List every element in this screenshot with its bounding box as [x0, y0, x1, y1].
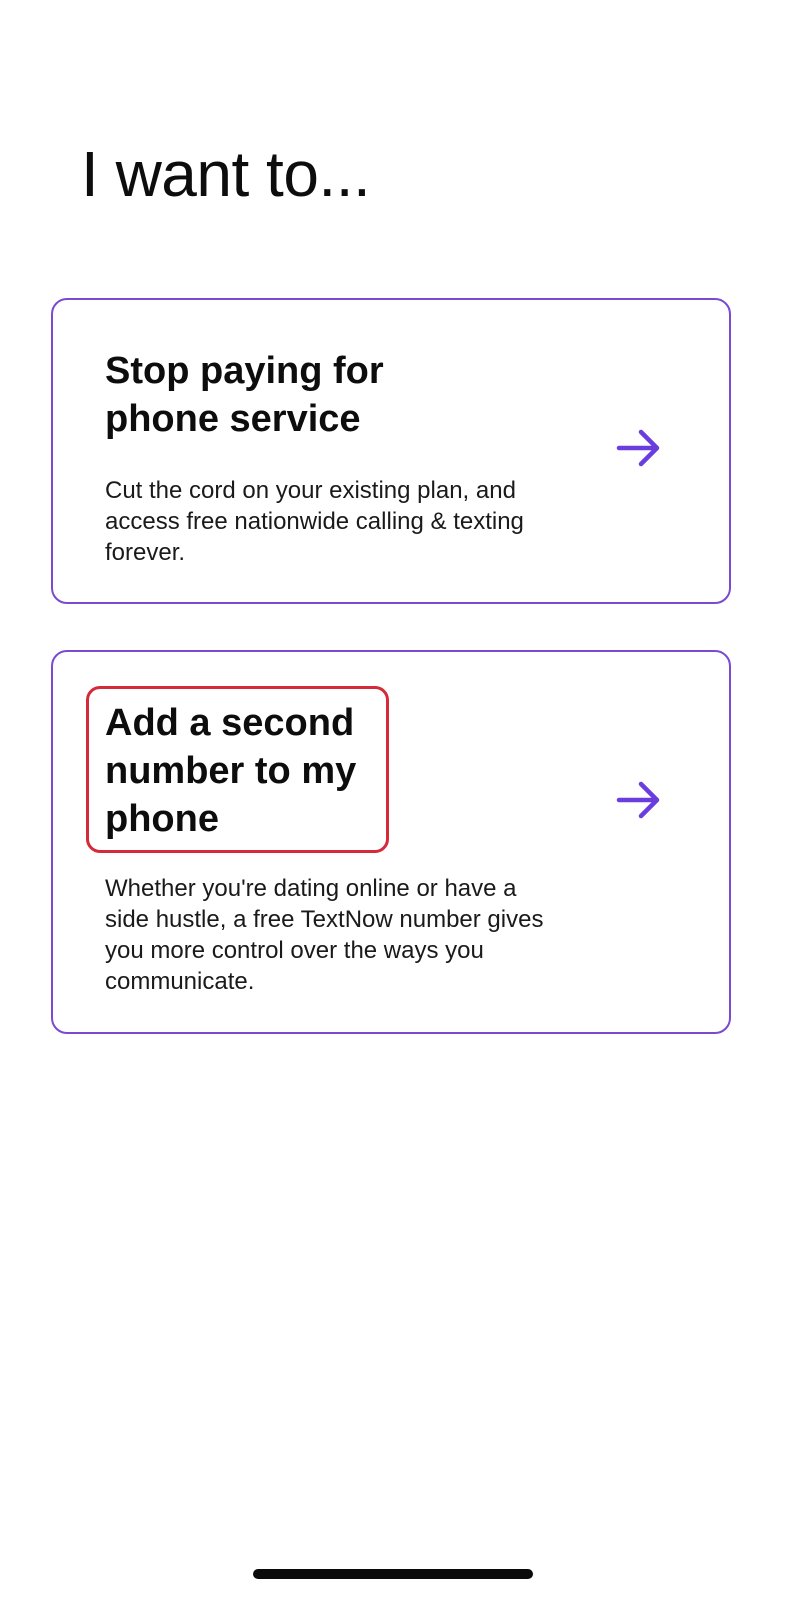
option-description: Whether you're dating online or have a side hustle, a free TextNow number gives you more control over the ways you communicate. [105, 875, 544, 995]
option-title: Add a second number to my phone [105, 702, 357, 840]
arrow-right-icon[interactable] [615, 424, 663, 472]
option-stop-paying-card[interactable] [51, 298, 731, 604]
option-description: Cut the cord on your existing plan, and access free nationwide calling & texting forever. [105, 477, 524, 566]
option-second-number-card[interactable] [51, 650, 731, 1034]
home-indicator [253, 1569, 533, 1579]
page-title: I want to... [81, 138, 371, 210]
arrow-right-icon[interactable] [615, 776, 663, 824]
option-title: Stop paying for phone service [105, 350, 384, 440]
